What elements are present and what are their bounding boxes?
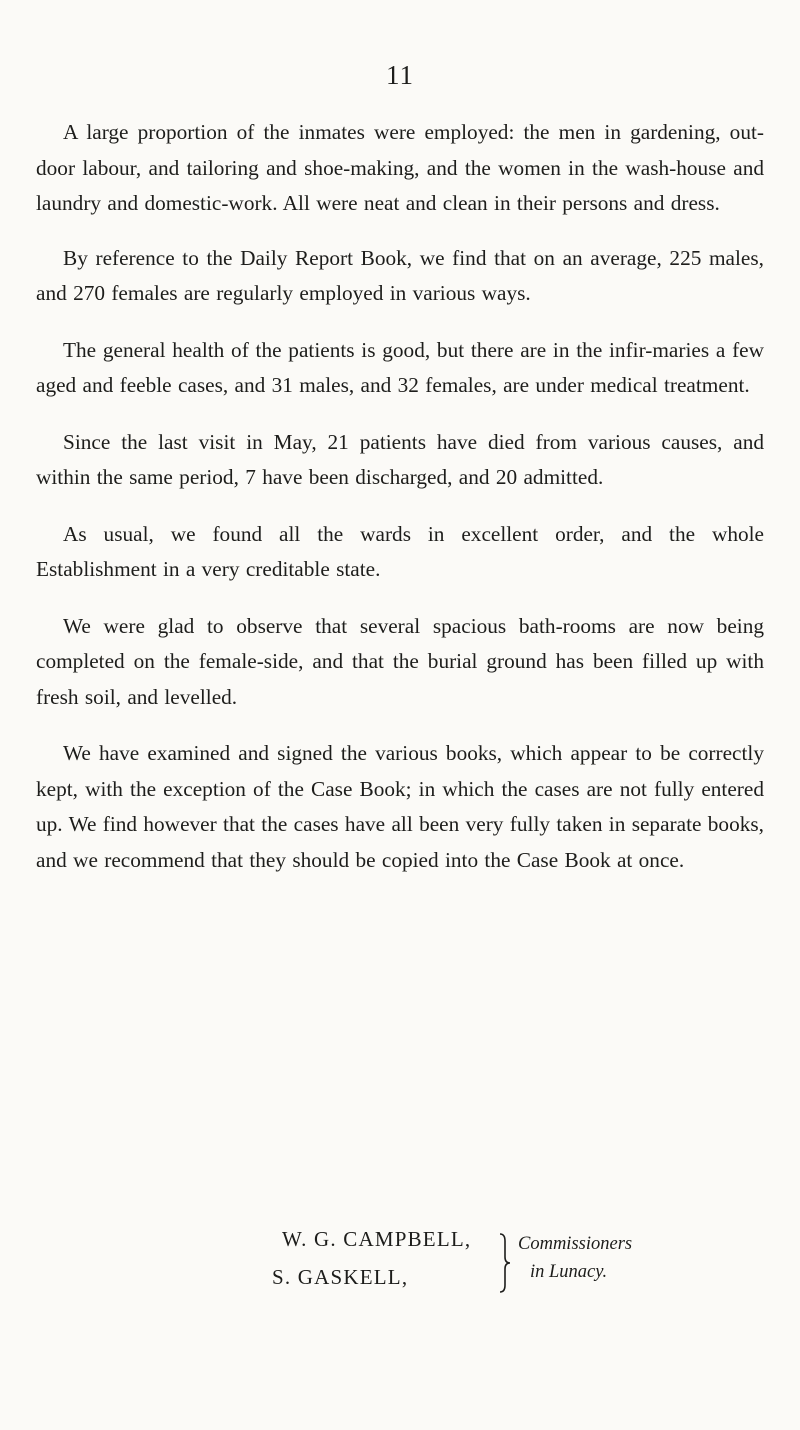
signature-name-gaskell: S. GASKELL, <box>272 1265 409 1289</box>
document-body <box>36 115 764 878</box>
paragraph-bath-rooms: We were glad to observe that several spacious bath-rooms are now being completed on the female-side, and that the burial ground has been filled up with fresh soil, and levelled. <box>36 613 764 709</box>
paragraph-employment: A large proportion of the inmates were employed: the men in gardening, out-door labour, and tailoring and shoe-making, and the women in the wash-house and laundry and domestic-work. All were neat and clean in their persons and dress. <box>36 120 764 215</box>
paragraph-deaths: Since the last visit in May, 21 patients have died from various causes, and within the same period, 7 have been discharged, and 20 admitted. <box>36 429 764 489</box>
signature-name-campbell: W. G. CAMPBELL, <box>282 1227 472 1251</box>
signature-role-line2: in Lunacy. <box>530 1262 608 1282</box>
paragraph-health: The general health of the patients is good, but there are in the infir-maries a few aged and feeble cases, and 31 males, and 32 females, are under medical treatment. <box>36 337 764 397</box>
signature-block <box>272 1227 632 1307</box>
signature-role-line1: Commissioners <box>518 1234 633 1254</box>
paragraph-daily-report: By reference to the Daily Report Book, we find that on an average, 225 males, and 270 females are regularly employed in various ways. <box>36 245 764 305</box>
brace-icon <box>498 1233 512 1293</box>
paragraph-wards: As usual, we found all the wards in excellent order, and the whole Establishment in a very creditable state. <box>36 521 764 581</box>
page-number: 11 <box>386 60 414 90</box>
paragraph-books: We have examined and signed the various books, which appear to be correctly kept, with the exception of the Case Book; in which the cases are not fully entered up. We find however that the cases have all been very fully taken in separate books, and we recommend that they should be copied into the Case Book at once. <box>36 741 764 872</box>
